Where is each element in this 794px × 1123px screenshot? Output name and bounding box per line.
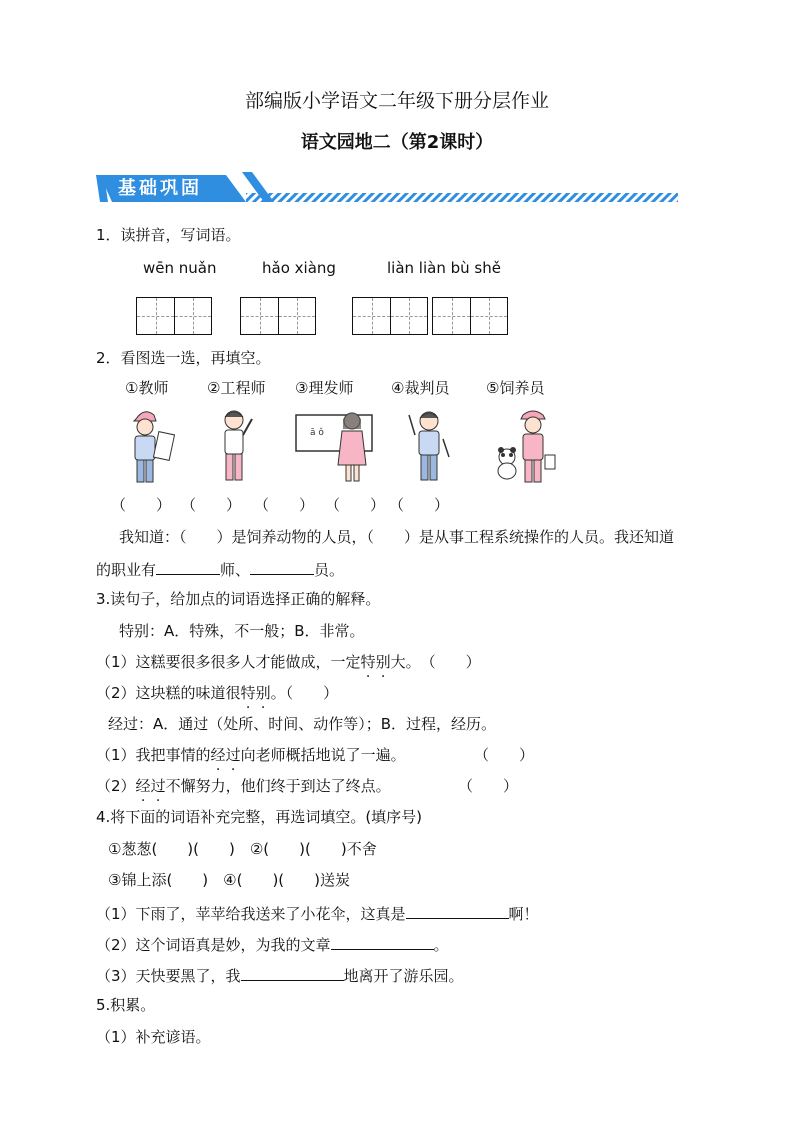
q4-s1-end: 啊！: [508, 905, 539, 923]
q3-s2-dotted-1: 特: [240, 684, 256, 702]
q3-s3-dotted-1: 经: [210, 746, 226, 764]
q4-blank-3[interactable]: [241, 964, 344, 981]
q3-definition-2: 经过：A．通过（处所、时间、动作等）；B．过程，经历。: [108, 715, 497, 733]
q3-s3-text-b: 向老师概括地说了一遍。: [240, 746, 406, 764]
q3-s1-dotted-1: 特: [360, 653, 376, 671]
q5-prompt: 5.积累。: [96, 996, 156, 1014]
q3-s1-dotted-2: 别: [375, 653, 391, 671]
q2-bracket-1[interactable]: （ ）: [111, 496, 172, 514]
board-text: ā ǒ: [310, 428, 324, 438]
q3-s1-answer[interactable]: 大。 （ ）: [390, 653, 481, 671]
q2-blank-1[interactable]: [156, 558, 220, 575]
q3-prompt: 3.读句子，给加点的词语选择正确的解释。: [96, 590, 381, 608]
vet-illustration: [212, 405, 262, 487]
q3-s3-text: （1）我把事情的: [96, 746, 211, 764]
q3-sentence-4: [96, 776, 391, 796]
q1-pinyin-1: wēn nuǎn: [143, 259, 217, 277]
q2-bracket-2[interactable]: （ ）: [181, 496, 242, 514]
engineer-illustration: [118, 405, 178, 487]
q4-s3-end: 地离开了游乐园。: [343, 967, 464, 985]
q1-pinyin-3: liàn liàn bù shě: [387, 259, 501, 277]
q3-s2-dotted-2: 别: [255, 684, 271, 702]
writing-grid-2[interactable]: [240, 297, 316, 335]
q3-s4-dotted-2: 过: [150, 777, 166, 795]
q2-option-1: ①教师: [125, 379, 169, 397]
q2-prompt: 2．看图选一选，再填空。: [96, 349, 271, 367]
q2-bracket-5[interactable]: （ ）: [389, 496, 450, 514]
q3-s4-text-b: 不懈努力，他们终于到达了终点。: [165, 777, 391, 795]
q3-s4-text: （2）: [96, 777, 136, 795]
q3-s4-dotted-1: 经: [135, 777, 151, 795]
q1-prompt: 1．读拼音，写词语。: [96, 226, 241, 244]
q2-line2-text-b: 师、: [220, 561, 251, 579]
q4-idiom-row-2[interactable]: ③锦上添( ) ④( )( )送炭: [108, 871, 351, 889]
writing-grid-3[interactable]: [352, 297, 428, 335]
q4-s3-text: （3）天快要黑了，我: [96, 967, 241, 985]
q2-bracket-4[interactable]: （ ）: [325, 496, 386, 514]
q3-s3-answer[interactable]: （ ）: [474, 746, 535, 764]
q4-blank-2[interactable]: [331, 933, 434, 950]
q4-sentence-3: [96, 964, 464, 986]
q4-s1-text: （1）下雨了，苹苹给我送来了小花伞，这真是: [96, 905, 406, 923]
q2-line2-text-a: 的职业有: [96, 561, 157, 579]
q3-s3-dotted-2: 过: [225, 746, 241, 764]
q4-prompt: 4.将下面的词语补充完整，再选词填空。(填序号): [96, 808, 423, 826]
writing-grid-1[interactable]: [136, 297, 212, 335]
barber-illustration: [405, 405, 455, 487]
teacher-illustration: [294, 405, 376, 487]
q4-blank-1[interactable]: [406, 902, 509, 919]
q3-s2-answer[interactable]: 。（ ）: [270, 684, 339, 702]
q5-subitem-1: （1）补充谚语。: [96, 1028, 211, 1046]
q4-sentence-1: [96, 902, 539, 924]
q2-fill-line-2: [96, 558, 344, 580]
q3-s2-text: （2）这块糕的味道很: [96, 684, 241, 702]
q3-sentence-3: [96, 745, 406, 765]
page-subtitle: 语文园地二（第2课时）: [300, 132, 494, 153]
q3-s1-text: （1）这糕要很多很多人才能做成，一定: [96, 653, 361, 671]
q1-pinyin-2: hǎo xiàng: [262, 259, 336, 277]
q2-bracket-3[interactable]: （ ）: [254, 496, 315, 514]
keeper-illustration: [493, 405, 563, 487]
q2-option-5: ⑤饲养员: [486, 379, 545, 397]
q2-option-2: ②工程师: [207, 379, 266, 397]
q4-s2-end: 。: [433, 936, 449, 954]
q3-sentence-1: [96, 652, 481, 672]
q2-blank-2[interactable]: [250, 558, 314, 575]
q4-s2-text: （2）这个词语真是妙，为我的文章: [96, 936, 331, 954]
q2-option-3: ③理发师: [295, 379, 354, 397]
section-banner: [96, 171, 678, 203]
section-banner-label: 基础巩固: [118, 178, 202, 199]
q3-sentence-2: [96, 683, 338, 703]
q2-fill-line-1: 我知道：（ ）是饲养动物的人员，（ ）是从事工程系统操作的人员。我还知道: [119, 528, 675, 546]
q3-s4-answer[interactable]: （ ）: [458, 777, 519, 795]
page-title: 部编版小学语文二年级下册分层作业: [244, 90, 549, 112]
q4-sentence-2: [96, 933, 449, 955]
q4-idiom-row-1[interactable]: ①葱葱( )( ) ②( )( )不舍: [108, 840, 377, 858]
q2-line2-text-c: 员。: [314, 561, 345, 579]
q3-definition-1: 特别：A．特殊，不一般；B．非常。: [119, 622, 365, 640]
q2-option-4: ④裁判员: [391, 379, 450, 397]
writing-grid-4[interactable]: [432, 297, 508, 335]
